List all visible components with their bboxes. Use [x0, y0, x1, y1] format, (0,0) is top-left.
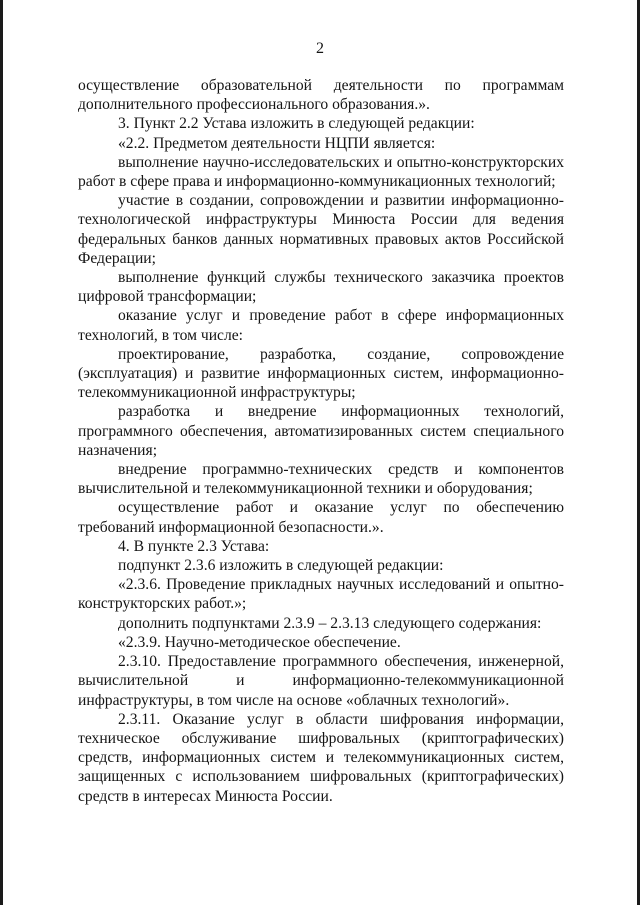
paragraph-subitem-2-3-10: 2.3.10. Предоставление программного обеспечения, инженерной, вычислительной и информационно-телекоммуникационной инфраструктуры, в том числе на основе «облачных технологий». — [78, 653, 564, 709]
paragraph-2-2-heading: «2.2. Предметом деятельности НЦПИ является: — [118, 134, 436, 152]
paragraph-subitem-2-3-11: 2.3.11. Оказание услуг в области шифрования информации, техническое обслуживание шифровальных (криптографических) средств, информационных систем и телекоммуникационных систем, защищенных с использованием шифровальных (криптографических) средств в интересах Минюста России. — [78, 710, 564, 805]
paragraph-subitem-2-3-6-intro: подпункт 2.3.6 изложить в следующей редакции: — [118, 557, 444, 575]
paragraph-software-development: разработка и внедрение информационных технологий, программного обеспечения, автоматизированных систем специального назначения; — [78, 403, 564, 459]
paragraph-add-subitems: дополнить подпунктами 2.3.9 – 2.3.13 следующего содержания: — [118, 614, 542, 632]
paragraph-infrastructure: участие в создании, сопровождении и развитии информационно-технологической инфраструктуры Минюста России для ведения федеральных банков данных нормативных правовых актов Российской Федерации; — [78, 192, 564, 267]
document-body — [78, 76, 564, 806]
paragraph-item-3: 3. Пункт 2.2 Устава изложить в следующей редакции: — [118, 115, 475, 133]
page-number: 2 — [316, 40, 324, 57]
paragraph-design-development: проектирование, разработка, создание, сопровождение (эксплуатация) и развитие информационных систем, информационно-телекоммуникационной инфраструктуры; — [78, 345, 564, 402]
paragraph-continuation: осуществление образовательной деятельности по программам дополнительного профессионального образования.». — [78, 77, 564, 114]
paragraph-subitem-2-3-6: «2.3.6. Проведение прикладных научных исследований и опытно-конструкторских работ.»; — [78, 576, 564, 613]
paragraph-item-4: 4. В пункте 2.3 Устава: — [118, 537, 270, 555]
paragraph-technical-customer: выполнение функций службы технического заказчика проектов цифровой трансформации; — [78, 269, 564, 306]
paragraph-research-works: выполнение научно-исследовательских и опытно-конструкторских работ в сфере права и информационно-коммуникационных технологий; — [78, 153, 564, 191]
paragraph-subitem-2-3-9: «2.3.9. Научно-методическое обеспечение. — [118, 633, 401, 651]
paragraph-it-services: оказание услуг и проведение работ в сфере информационных технологий, в том числе: — [78, 307, 564, 344]
paragraph-security: осуществление работ и оказание услуг по обеспечению требований информационной безопасности.». — [78, 499, 564, 536]
paragraph-hardware-implementation: внедрение программно-технических средств и компонентов вычислительной и телекоммуникационной техники и оборудования; — [78, 461, 564, 498]
